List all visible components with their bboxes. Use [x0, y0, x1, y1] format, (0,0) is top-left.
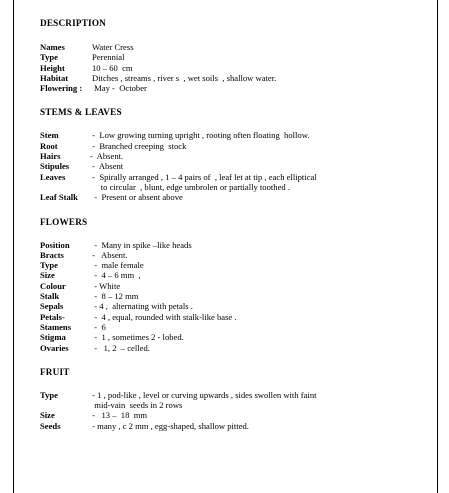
row-label: Type: [40, 260, 58, 271]
stems-row: [40, 161, 432, 171]
row-value: - 6: [90, 321, 106, 332]
fruit-heading: FRUIT: [40, 366, 70, 377]
row-label: Colour: [40, 280, 66, 291]
stems-row: [40, 172, 432, 193]
row-label: Type: [40, 389, 58, 400]
flowers-row: [40, 332, 432, 342]
row-value: - Low growing turning upright , rooting often floating hollow.: [90, 130, 310, 141]
description-row: [40, 73, 432, 83]
row-value: - Spirally arranged , 1 – 4 pairs of , leaf let at tip , each elliptical to circular , blunt, edge umbrolen or partially toothed .: [92, 171, 317, 192]
row-label: Size: [40, 410, 55, 421]
row-value: - Present or absent above: [90, 192, 183, 203]
row-value: - Branched creeping stock: [90, 140, 187, 151]
row-label: Stamens: [40, 321, 72, 332]
flowers-row: [40, 250, 432, 260]
row-label: Height: [40, 62, 65, 73]
row-value: - 1 , sometimes 2 - lobed.: [90, 332, 184, 343]
row-label: Leaves: [40, 171, 66, 182]
stems-row: [40, 151, 432, 161]
row-label: Habitat: [40, 72, 69, 83]
row-value: - 8 – 12 mm: [90, 291, 139, 302]
row-label: Bracts: [40, 249, 64, 260]
stems-row: [40, 192, 432, 202]
description-row: [40, 63, 432, 73]
row-value: 10 – 60 cm: [92, 62, 133, 73]
flowers-row: [40, 301, 432, 311]
row-value: - 4 , equal, rounded with stalk-like base .: [90, 311, 237, 322]
row-label: Leaf Stalk: [40, 192, 78, 203]
row-value: - Absent.: [90, 249, 128, 260]
description-heading: DESCRIPTION: [40, 18, 107, 28]
row-value: - male female: [90, 260, 144, 271]
row-value: - 4 – 6 mm ,: [90, 270, 141, 281]
row-value: - 4 , alternating with petals .: [90, 301, 193, 312]
row-value: Water Cress: [92, 42, 134, 52]
row-value: Perennial: [92, 52, 125, 63]
row-value: - White: [90, 280, 121, 291]
flowers-row: [40, 281, 432, 291]
flowers-row: [40, 312, 432, 322]
row-label: Petals-: [40, 311, 65, 322]
stems-leaves-heading: STEMS & LEAVES: [40, 107, 122, 118]
fruit-row: [40, 410, 432, 420]
row-label: Type: [40, 52, 58, 63]
row-value: - Many in spike –like heads: [90, 239, 192, 250]
row-label: Stem: [40, 130, 59, 141]
description-table: [40, 42, 432, 93]
fruit-table: [40, 390, 432, 431]
row-label: Size: [40, 270, 55, 281]
right-margin-rule: [437, 0, 438, 493]
flowers-row: [40, 343, 432, 353]
row-label: Seeds: [40, 420, 61, 431]
fruit-row: [40, 390, 432, 411]
row-label: Hairs: [40, 151, 61, 162]
row-value: - 13 – 18 mm: [90, 410, 148, 421]
flowers-row: [40, 260, 432, 270]
flowers-table: [40, 240, 432, 353]
fruit-row: [40, 421, 432, 431]
row-label: Stigma: [40, 332, 66, 343]
row-value: - Absent.: [90, 151, 124, 162]
row-value: - Absent: [90, 161, 124, 172]
row-value: - 1, 2 – celled.: [90, 342, 150, 353]
flowers-row: [40, 270, 432, 280]
description-row: [40, 42, 432, 52]
stems-row: [40, 141, 432, 151]
flowers-row: [40, 291, 432, 301]
row-label: Sepals: [40, 301, 64, 312]
row-label: Root: [40, 140, 58, 151]
row-value: May - October: [92, 83, 147, 94]
row-label: Flowering :: [40, 83, 83, 94]
stems-row: [40, 130, 432, 140]
flowers-row: [40, 240, 432, 250]
row-value: - many , c 2 mm , egg-shaped, shallow pitted.: [90, 420, 249, 431]
flowers-heading: FLOWERS: [40, 216, 88, 227]
row-label: Names: [40, 42, 65, 52]
description-row: [40, 83, 432, 93]
stems-leaves-table: [40, 130, 432, 202]
row-label: Ovaries: [40, 342, 69, 353]
row-value: - 1 , pod-like , level or curving upwards , sides swollen with faint mid-vain seeds in 2 rows: [92, 389, 317, 411]
document-page: [40, 12, 432, 431]
left-margin-rule: [13, 0, 14, 493]
row-label: Stipules: [40, 161, 70, 172]
flowers-row: [40, 322, 432, 332]
row-value: Ditches , streams , river s , wet soils , shallow water.: [92, 72, 277, 83]
row-label: Position: [40, 239, 70, 250]
description-row: [40, 52, 432, 62]
row-label: Stalk: [40, 291, 60, 302]
